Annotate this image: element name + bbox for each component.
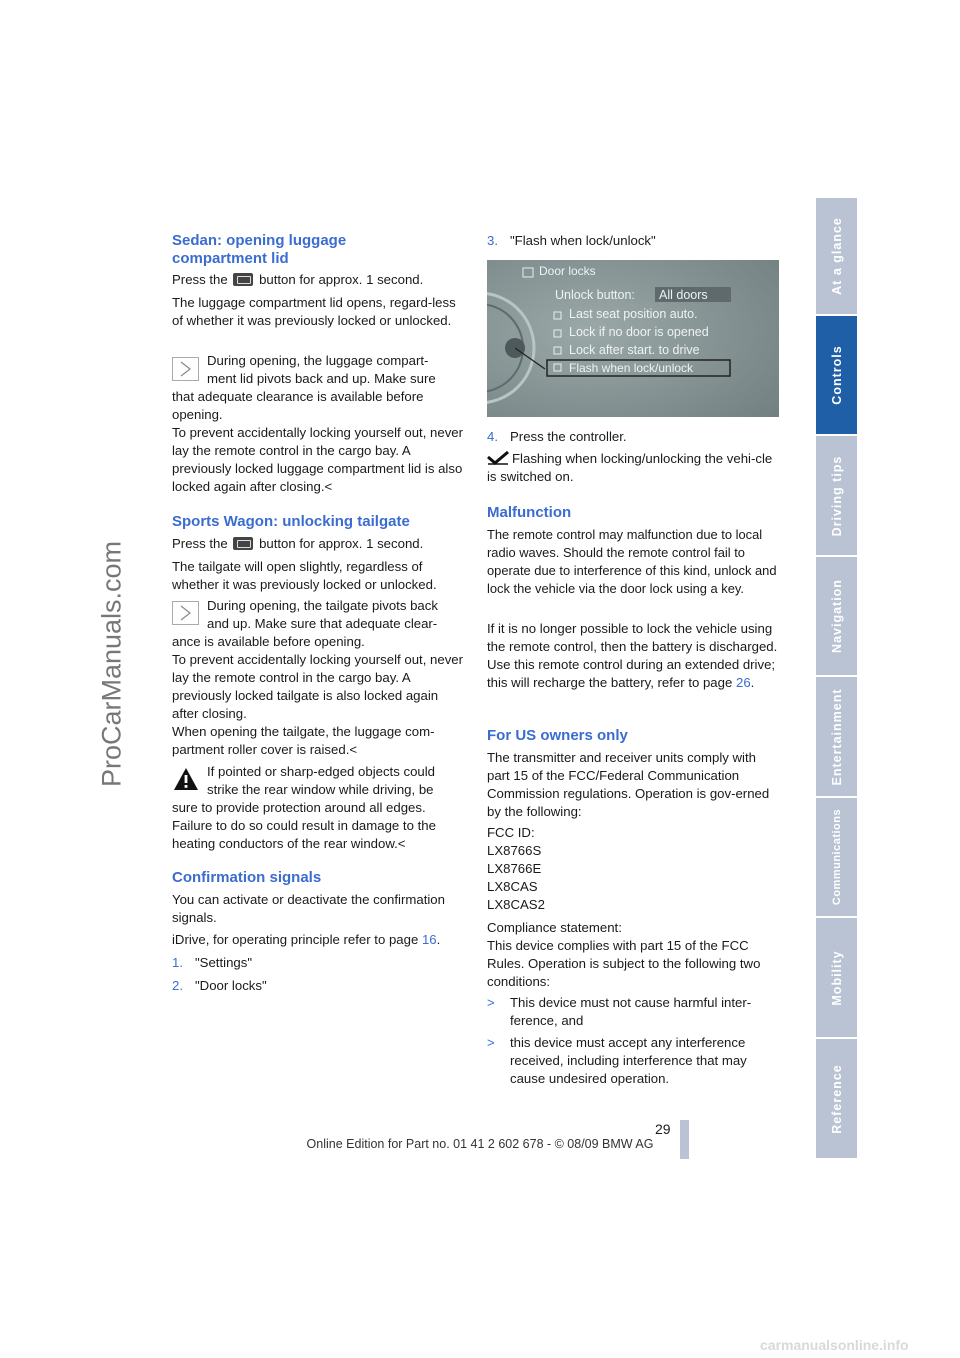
screen-menu-item: Lock if no door is opened	[569, 325, 709, 339]
site-watermark: carmanualsonline.info	[760, 1337, 909, 1353]
tab-mobility[interactable]: Mobility	[816, 918, 857, 1039]
tailgate-button-icon	[233, 537, 253, 550]
tab-entertainment[interactable]: Entertainment	[816, 677, 857, 798]
tab-controls[interactable]: Controls	[816, 316, 857, 436]
screen-menu-item: Lock after start. to drive	[569, 343, 700, 357]
fcc-text: The transmitter and receiver units comply with part 15 of the FCC/Federal Communication Commission regulations. Operation is gov-erned by the following:	[487, 750, 770, 819]
screen-menu-item: Last seat position auto.	[569, 307, 698, 321]
page-link[interactable]: 16	[421, 932, 437, 947]
wagon-opens-text: The tailgate will open slightly, regardless of whether it was previously locked or unlocked.	[172, 559, 437, 592]
screen-menu-item-selected: Flash when lock/unlock	[569, 361, 694, 375]
malfunction-text: The remote control may malfunction due to local radio waves. Should the remote control fail to operate due to interference of this kind, unlock and lock the vehicle via the door lock using a key.	[487, 527, 777, 596]
fcc-id-line: FCC ID:	[487, 825, 535, 840]
malfunction-heading: Malfunction	[487, 504, 572, 521]
tab-navigation[interactable]: Navigation	[816, 557, 857, 677]
wagon-press-text: Press the button for approx. 1 second.	[172, 536, 424, 551]
sedan-note-warning: To prevent accidentally locking yourself out, never lay the remote control in the cargo bay. A previously locked luggage compartment lid is also locked again after closing.<	[172, 425, 464, 494]
confirmation-heading: Confirmation signals	[172, 869, 322, 886]
page-link[interactable]: 26	[736, 675, 751, 690]
wagon-note-rest: ance is available before opening.	[172, 634, 365, 649]
step-item: 2. "Door locks"	[172, 978, 267, 993]
wagon-note-warning: To prevent accidentally locking yourself out, never lay the remote control in the cargo bay. A previously locked tailgate is also locked again after closing.	[172, 652, 464, 721]
tab-at-a-glance[interactable]: At a glance	[816, 198, 857, 316]
fcc-id-line: LX8CAS	[487, 879, 538, 894]
idrive-reference: iDrive, for operating principle refer to page 16.	[172, 932, 441, 947]
step-item: 3. "Flash when lock/unlock"	[487, 233, 656, 248]
fcc-id-line: LX8766S	[487, 843, 542, 858]
tab-driving-tips[interactable]: Driving tips	[816, 436, 857, 557]
tab-reference[interactable]: Reference	[816, 1039, 857, 1160]
sedan-note-lines: During opening, the luggage compart- ment lid pivots back and up. Make sure	[207, 353, 436, 386]
fcc-id-line: LX8766E	[487, 861, 542, 876]
note-arrow-icon	[172, 601, 199, 625]
confirmation-text: You can activate or deactivate the confirmation signals.	[172, 892, 445, 925]
sedan-opens-text: The luggage compartment lid opens, regard-less of whether it was previously locked or unlocked.	[172, 295, 456, 328]
step-item: 1. "Settings"	[172, 955, 253, 970]
sedan-press-text: Press the button for approx. 1 second.	[172, 272, 424, 287]
screen-title: Door locks	[539, 264, 596, 278]
check-text: Flashing when locking/unlocking the vehi-cle is switched on.	[487, 451, 773, 484]
wagon-heading: Sports Wagon: unlocking tailgate	[172, 513, 410, 530]
sedan-note-rest: that adequate clearance is available before opening.	[172, 389, 424, 422]
compliance-text: This device complies with part 15 of the FCC Rules. Operation is subject to the following two conditions:	[487, 938, 761, 989]
warning-triangle-icon	[172, 766, 200, 792]
wagon-roller-cover: When opening the tailgate, the luggage com-partment roller cover is raised.<	[172, 724, 435, 757]
note-arrow-icon	[172, 357, 199, 381]
tab-communications[interactable]: Communications	[816, 798, 857, 918]
sedan-heading: Sedan: opening luggage compartment lid	[172, 232, 347, 267]
wagon-note-lines: During opening, the tailgate pivots back and up. Make sure that adequate clear-	[207, 598, 438, 631]
page-number: 29	[655, 1121, 671, 1137]
warning-lines: If pointed or sharp-edged objects could strike the rear window while driving, be	[207, 764, 435, 797]
screen-unlock-value: All doors	[659, 288, 708, 302]
us-owners-heading: For US owners only	[487, 727, 628, 744]
edition-footer: Online Edition for Part no. 01 41 2 602 678 - © 08/09 BMW AG	[306, 1137, 654, 1151]
warning-rest: sure to provide protection around all edges. Failure to do so could result in damage to the heating conductors of the rear window.<	[172, 800, 436, 851]
trunk-button-icon	[233, 273, 253, 286]
compliance-label: Compliance statement:	[487, 920, 622, 935]
idrive-screen-image	[487, 260, 779, 417]
battery-text: If it is no longer possible to lock the vehicle using the remote control, then the battery is discharged. Use this remote control during an extended drive; this will recharge the battery, refer to page 26.	[487, 621, 778, 690]
step-item: 4. Press the controller.	[487, 429, 627, 444]
screen-unlock-label: Unlock button:	[555, 288, 635, 302]
fcc-id-line: LX8CAS2	[487, 897, 545, 912]
